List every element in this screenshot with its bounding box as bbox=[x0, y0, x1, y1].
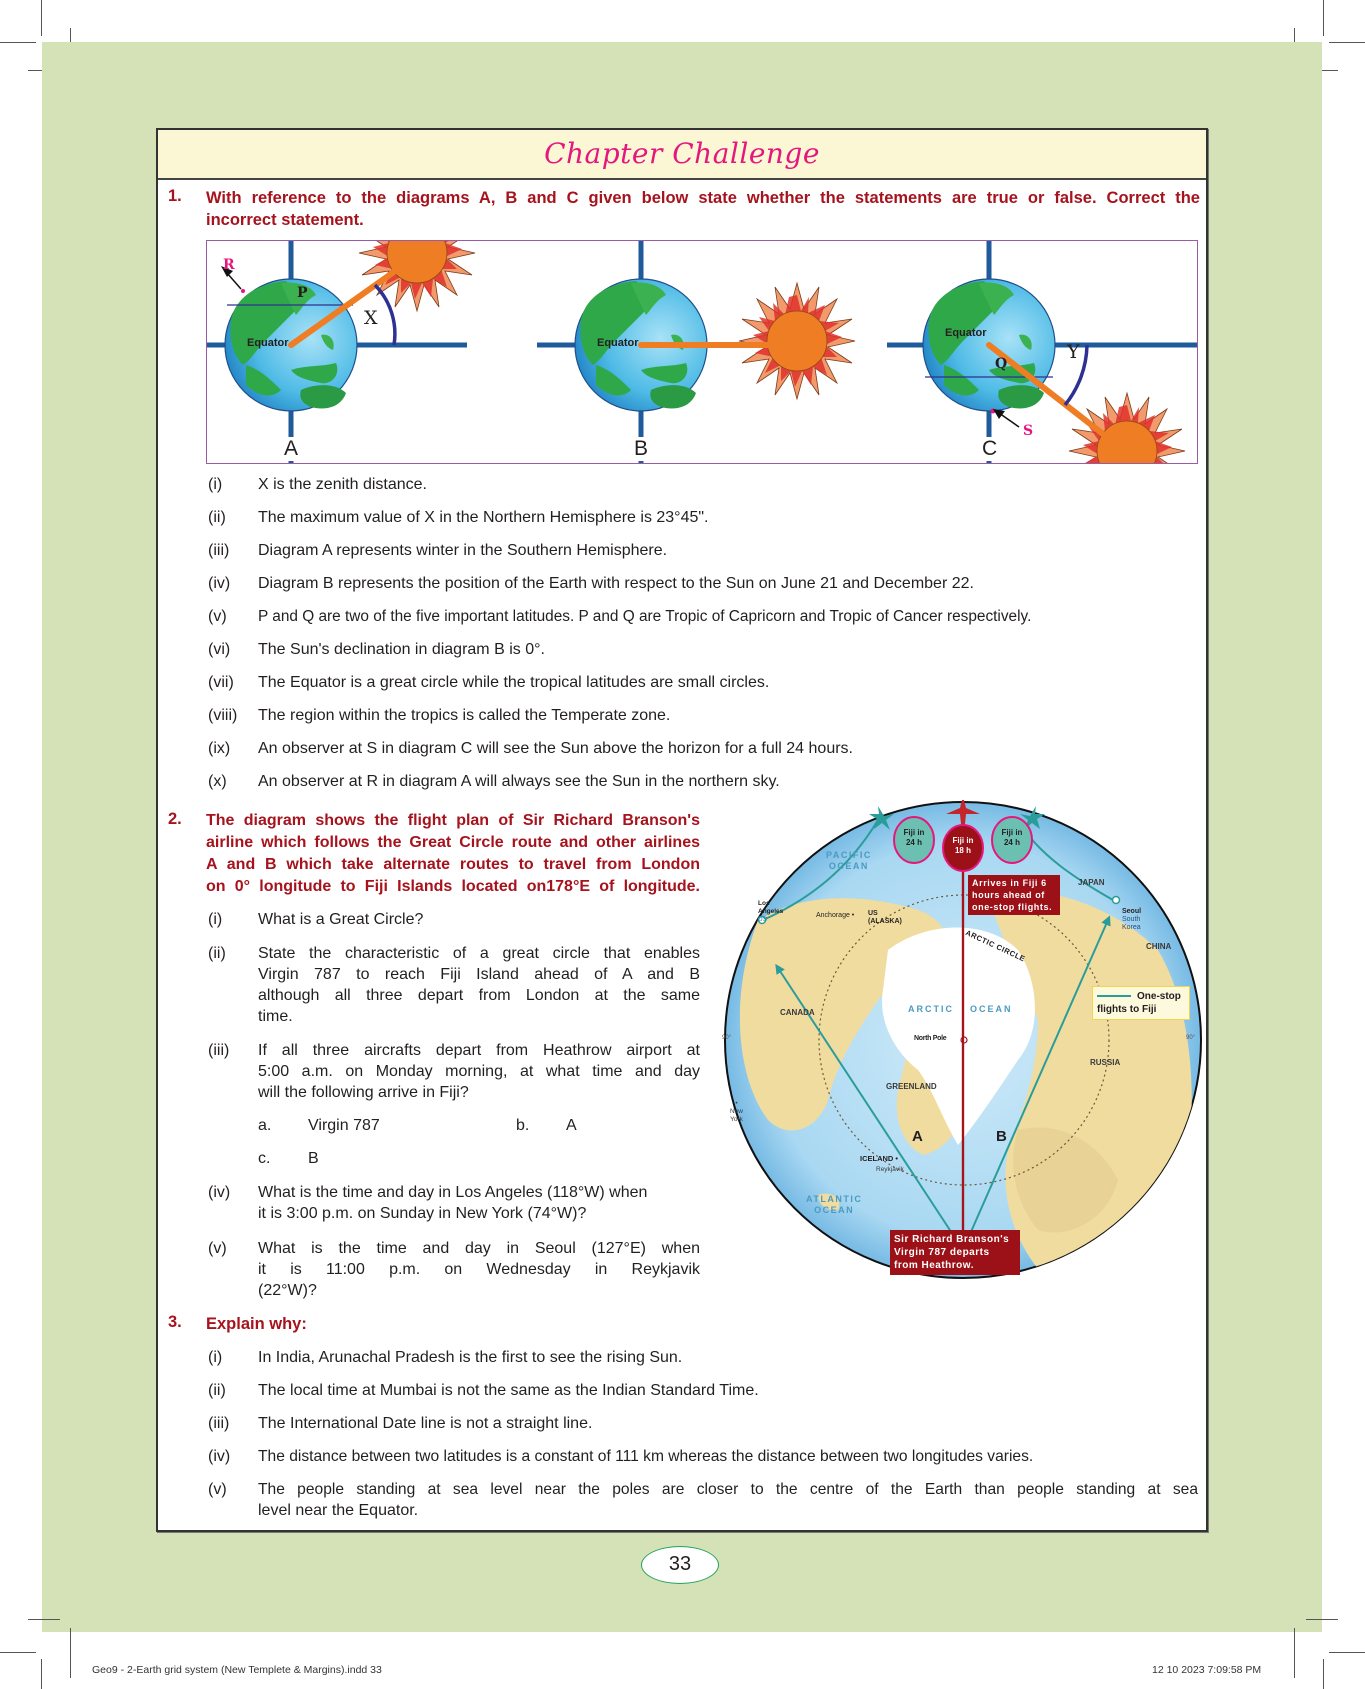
label-russia: RUSSIA bbox=[1090, 1058, 1121, 1067]
equator-label-a: Equator bbox=[247, 337, 289, 349]
label-anchorage: Anchorage • bbox=[816, 912, 855, 919]
label-seoul: Seoul South Korea bbox=[1122, 908, 1142, 931]
box-header bbox=[158, 130, 1206, 180]
print-slug-filename: Geo9 - 2-Earth grid system (New Templete & Margins).indd 33 bbox=[92, 1664, 382, 1676]
bubble-right-text: Fiji in 24 h bbox=[1001, 828, 1023, 847]
crop-mark bbox=[0, 1652, 36, 1653]
label-north-pole: North Pole bbox=[914, 1035, 947, 1042]
label-us-alaska: US (ALASKA) bbox=[868, 910, 902, 925]
diagram-label-c: C bbox=[982, 437, 998, 460]
label-japan: JAPAN bbox=[1078, 878, 1105, 887]
route-label-a: A bbox=[912, 1128, 923, 1145]
page-title: Chapter Challenge bbox=[544, 137, 820, 170]
q2-subitem-b: b. A bbox=[516, 1117, 577, 1134]
crop-mark bbox=[1323, 0, 1324, 36]
crop-mark bbox=[41, 0, 42, 36]
map-legend: One-stop flights to Fiji bbox=[1092, 986, 1190, 1020]
question-1-prompt: With reference to the diagrams A, B and C given below state whether the statements are true or false. Correct the incorrect statement. bbox=[206, 189, 1200, 229]
equator-label-b: Equator bbox=[597, 337, 639, 349]
label-canada: CANADA bbox=[780, 1008, 815, 1017]
q2-item: (iv) What is the time and day in Los Angeles (118°W) when it is 3:00 p.m. on Sunday in New York (74°W)? bbox=[208, 1184, 648, 1222]
bubble-left-text: Fiji in 24 h bbox=[903, 828, 925, 847]
label-p: P bbox=[297, 285, 308, 301]
q2-item: (ii) State the characteristic of a great circle that enables Virgin 787 to reach Fiji Island ahead of A and B although all three depart from London at the same time. bbox=[208, 945, 700, 1025]
question-3-number: 3. bbox=[168, 1313, 182, 1331]
label-new-york: • New York bbox=[730, 1100, 744, 1123]
label-r: R bbox=[223, 257, 235, 273]
question-1-number: 1. bbox=[168, 187, 182, 205]
polar-map-svg bbox=[718, 800, 1208, 1290]
great-circle-flight-map bbox=[718, 800, 1208, 1290]
label-reykjavik: Reykjavik bbox=[876, 1166, 904, 1173]
label-y: Y bbox=[1067, 341, 1080, 363]
label-atlantic-ocean: ATLANTIC OCEAN bbox=[806, 1194, 863, 1215]
q2-item: (iii) If all three aircrafts depart from Heathrow airport at 5:00 a.m. on Monday morning, at what time and day will the following arrive in Fiji? bbox=[208, 1042, 700, 1101]
diagram-label-a: A bbox=[284, 437, 299, 460]
route-label-b: B bbox=[996, 1128, 1007, 1145]
label-china: CHINA bbox=[1146, 942, 1172, 951]
label-los-angeles: Los Angeles US bbox=[758, 900, 784, 923]
q2-subitem-a: a. Virgin 787 bbox=[258, 1117, 380, 1134]
diagram-label-b: B bbox=[634, 437, 649, 460]
label-arctic: ARCTIC bbox=[908, 1004, 954, 1014]
arrives-callout: Arrives in Fiji 6 hours ahead of one-stop flights. bbox=[968, 875, 1060, 915]
crop-mark bbox=[41, 1659, 42, 1689]
label-iceland: ICELAND • bbox=[860, 1154, 899, 1163]
label-q: Q bbox=[995, 356, 1008, 372]
q3-item: (v) The people standing at sea level near the poles are closer to the centre of the Earth than people standing at sea level near the Equator. bbox=[208, 1481, 1198, 1519]
q2-subitem-c: c. B bbox=[258, 1150, 319, 1167]
label-deg-right: 90° bbox=[1186, 1035, 1196, 1041]
departs-callout: Sir Richard Branson's Virgin 787 departs from Heathrow. bbox=[890, 1230, 1020, 1275]
crop-mark bbox=[1329, 42, 1365, 43]
one-stop-legend-swatch bbox=[1097, 995, 1131, 997]
crop-mark bbox=[1329, 1652, 1365, 1653]
question-3-prompt: Explain why: bbox=[206, 1315, 307, 1333]
label-s: S bbox=[1023, 423, 1034, 439]
crop-mark bbox=[0, 42, 36, 43]
q2-item: (v) What is the time and day in Seoul (127°E) when it is 11:00 p.m. on Wednesday in Reykjavik (22°W)? bbox=[208, 1240, 700, 1299]
label-deg-left: 90° bbox=[722, 1035, 732, 1041]
bubble-center-text: Fiji in 18 h bbox=[952, 836, 974, 855]
crop-mark bbox=[28, 1619, 60, 1620]
label-pacific-ocean: PACIFIC OCEAN bbox=[826, 850, 872, 871]
sun-earth-diagram bbox=[206, 240, 1198, 464]
crop-mark bbox=[70, 1628, 71, 1678]
label-ocean: OCEAN bbox=[970, 1004, 1013, 1014]
label-x: X bbox=[364, 307, 378, 329]
question-2-prompt: The diagram shows the flight plan of Sir Richard Branson's airline which follows the Great Circle route and other airlines A and B which take alternate routes to travel from London on 0° longitude to Fiji Islands located on178°E of longitude. bbox=[206, 812, 700, 895]
label-arctic-circle: ARCTIC CIRCLE bbox=[964, 928, 1027, 964]
crop-mark bbox=[1323, 1659, 1324, 1689]
equator-label-c: Equator bbox=[945, 327, 987, 339]
question-2-number: 2. bbox=[168, 810, 182, 828]
globe-diagrams-svg bbox=[207, 241, 1198, 464]
crop-mark bbox=[1306, 1619, 1338, 1620]
page-number: 33 bbox=[641, 1546, 719, 1584]
label-greenland: GREENLAND bbox=[886, 1082, 937, 1091]
crop-mark bbox=[1294, 1628, 1295, 1678]
print-slug-timestamp: 12 10 2023 7:09:58 PM bbox=[1152, 1664, 1262, 1676]
